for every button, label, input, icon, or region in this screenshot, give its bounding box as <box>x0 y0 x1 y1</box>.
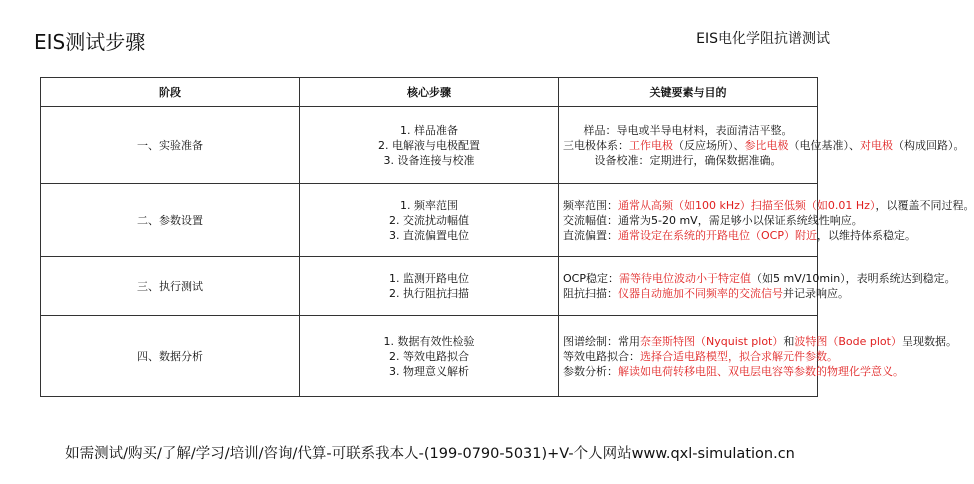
contact-footer: 如需测试/购买/了解/学习/培训/咨询/代算-可联系我本人-(199-0790-5031)+V-个人网站www.qxl-simulation.cn <box>65 446 795 462</box>
stage-cell: 二、参数设置 <box>41 184 300 257</box>
steps-cell <box>300 184 559 257</box>
stage-cell: 一、实验准备 <box>41 107 300 184</box>
detail-text: （电位基准）、 <box>788 138 860 152</box>
step-item: 2. 执行阻抗扫描 <box>389 287 469 300</box>
header-stage: 阶段 <box>41 78 300 107</box>
detail-text: 交流幅值：通常为5-20 mV，需足够小以保证系统线性响应。 <box>563 213 863 227</box>
stage-cell: 三、执行测试 <box>41 257 300 316</box>
detail-line <box>563 349 838 364</box>
highlight-text: 奈奎斯特图（Nyquist plot） <box>640 334 784 348</box>
highlight-text: 通常设定在系统的开路电位（OCP）附近 <box>618 228 817 242</box>
detail-text: （如5 mV/10min），表明系统达到稳定。 <box>750 272 956 285</box>
steps-cell <box>300 316 559 397</box>
eis-steps-table <box>40 77 974 397</box>
details-cell <box>559 184 974 257</box>
detail-text: 直流偏置： <box>563 228 618 242</box>
detail-text: ，以覆盖不同过程。 <box>875 198 974 212</box>
detail-line <box>563 228 916 243</box>
detail-text: ，以维持体系稳定。 <box>816 228 916 242</box>
detail-line <box>563 138 965 153</box>
header-steps: 核心步骤 <box>300 78 559 107</box>
step-item: 3. 直流偏置电位 <box>389 228 469 242</box>
step-item: 1. 数据有效性检验 <box>383 334 475 348</box>
detail-line <box>563 198 974 213</box>
step-item: 3. 设备连接与校准 <box>383 153 475 167</box>
step-item: 2. 电解液与电极配置 <box>378 138 480 152</box>
page-subtitle: EIS电化学阻抗谱测试 <box>696 31 830 47</box>
step-item: 3. 物理意义解析 <box>389 364 469 378</box>
detail-text: 设备校准：定期进行，确保数据准确。 <box>594 153 782 167</box>
step-item: 2. 交流扰动幅值 <box>389 213 469 227</box>
detail-text: 样品：导电或半导电材料，表面清洁平整。 <box>583 123 793 137</box>
step-item: 2. 等效电路拟合 <box>389 349 469 363</box>
table-header-row <box>41 78 818 107</box>
page-title: EIS测试步骤 <box>34 30 146 54</box>
table-row <box>41 257 818 316</box>
detail-text: 阻抗扫描： <box>563 287 618 300</box>
details-cell <box>559 257 956 316</box>
highlight-text: 波特图（Bode plot） <box>794 334 902 348</box>
details-cell <box>559 107 965 184</box>
detail-text: （反应场所）、 <box>673 138 745 152</box>
detail-text: 频率范围： <box>563 198 618 212</box>
detail-text: OCP稳定： <box>563 272 619 285</box>
highlight-text: 解读如电荷转移电阻、双电层电容等参数的物理化学意义。 <box>618 364 904 378</box>
highlight-text: 选择合适电路模型，拟合求解元件参数。 <box>640 349 838 363</box>
highlight-text: 仪器自动施加不同频率的交流信号 <box>618 287 783 300</box>
detail-line <box>563 334 957 349</box>
detail-text: 等效电路拟合： <box>563 349 640 363</box>
details-cell <box>559 316 957 397</box>
detail-line <box>563 364 904 379</box>
steps-cell <box>300 107 559 184</box>
step-item: 1. 样品准备 <box>400 123 458 137</box>
table-row <box>41 184 818 257</box>
table-row <box>41 107 818 184</box>
highlight-text: 需等待电位波动小于特定值 <box>618 272 751 285</box>
detail-text: 呈现数据。 <box>901 334 957 348</box>
stage-cell: 四、数据分析 <box>41 316 300 397</box>
header-details: 关键要素与目的 <box>559 78 818 107</box>
detail-line <box>563 153 813 168</box>
step-item: 1. 监测开路电位 <box>389 272 469 285</box>
highlight-text: 工作电极 <box>629 138 673 152</box>
detail-line <box>563 286 849 301</box>
highlight-text: 通常从高频（如100 kHz）扫描至低频（如0.01 Hz） <box>618 198 876 212</box>
eis-steps-table-container <box>40 77 974 397</box>
detail-line <box>563 271 956 286</box>
detail-text: 和 <box>783 334 795 348</box>
detail-text: （构成回路）。 <box>893 138 965 152</box>
detail-text: 图谱绘制：常用 <box>563 334 640 348</box>
detail-text: 三电极体系： <box>563 138 629 152</box>
highlight-text: 参比电极 <box>744 138 789 152</box>
detail-text: 并记录响应。 <box>783 287 849 300</box>
detail-line <box>563 123 813 138</box>
table-row <box>41 316 818 397</box>
detail-text: 参数分析： <box>563 364 618 378</box>
steps-cell <box>300 257 559 316</box>
step-item: 1. 频率范围 <box>400 198 458 212</box>
detail-line <box>563 213 863 228</box>
highlight-text: 对电极 <box>860 138 893 152</box>
